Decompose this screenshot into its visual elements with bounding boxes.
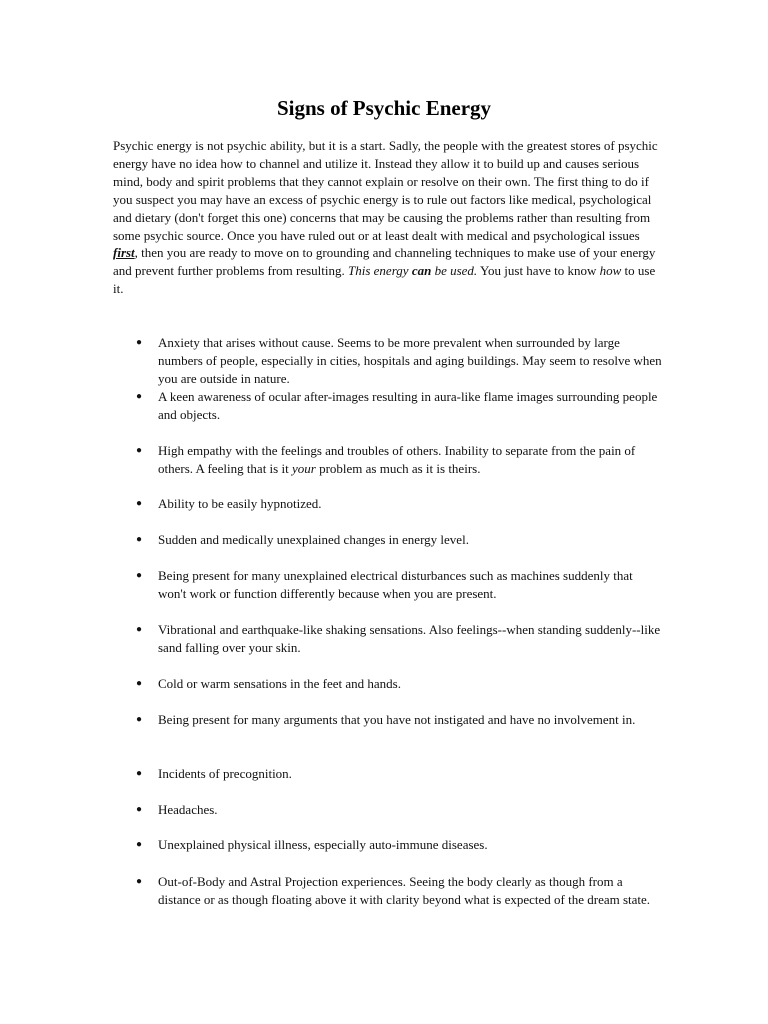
list-item-text: Ability to be easily hypnotized. xyxy=(158,496,322,511)
list-item-text: Vibrational and earthquake-like shaking sensations. Also feelings--when standing suddenly--like sand falling over your skin. xyxy=(158,622,661,655)
list-item xyxy=(136,621,662,657)
bullet-icon: ● xyxy=(136,768,143,779)
bullet-icon: ● xyxy=(136,534,143,545)
list-item-text: Cold or warm sensations in the feet and hands. xyxy=(158,676,401,691)
bullet-icon: ● xyxy=(136,624,143,635)
bullet-icon: ● xyxy=(136,678,143,689)
bullet-icon: ● xyxy=(136,839,143,850)
list-item xyxy=(136,711,662,729)
list-item xyxy=(136,442,662,478)
intro-emphasis-can: can xyxy=(411,263,432,279)
list-item xyxy=(136,836,662,854)
intro-emphasis-how: how xyxy=(599,263,622,279)
bullet-icon: ● xyxy=(136,498,143,509)
intro-text-2: , then you are ready to move on to grounding and channeling techniques to make use of your energy and prevent further problems from resulting. xyxy=(113,245,656,279)
intro-text-1: Psychic energy is not psychic ability, but it is a start. Sadly, the people with the greatest stores of psychic energy have no idea how to channel and utilize it. Instead they allow it to build up and causes serious mind, body and spirit problems that they cannot explain or resolve on their own. The first thing to do if you suspect you may have an excess of psychic energy is to rule out factors like medical, psychological and dietary (don't forget this one) concerns that may be causing the problems rather than resulting from some psychic source. Once you have ruled out or at least dealt with medical and psychological issues xyxy=(113,138,658,243)
bullet-icon: ● xyxy=(136,391,143,402)
list-item-text: problem as much as it is theirs. xyxy=(315,460,481,476)
list-item-emphasis: your xyxy=(291,460,316,476)
list-item-text: High empathy with the feelings and troubles of others. Inability to separate from the pain of others. A feeling that is it xyxy=(158,443,636,476)
bullet-icon: ● xyxy=(136,714,143,725)
intro-italic-b: be used. xyxy=(431,263,478,279)
list-item xyxy=(136,675,662,693)
list-item xyxy=(136,567,662,603)
list-item-text: Incidents of precognition. xyxy=(158,766,292,781)
bullet-icon: ● xyxy=(136,804,143,815)
list-item-text: Unexplained physical illness, especially auto-immune diseases. xyxy=(158,837,488,852)
list-item-text: Headaches. xyxy=(158,802,218,817)
list-item xyxy=(136,765,662,783)
list-item-text: Out-of-Body and Astral Projection experiences. Seeing the body clearly as though from a distance or as though floating above it with clarity beyond what is expected of the dream state. xyxy=(158,874,651,907)
document-title: Signs of Psychic Energy xyxy=(276,96,492,120)
list-item xyxy=(136,388,662,424)
bullet-icon: ● xyxy=(136,570,143,581)
list-item-text: Anxiety that arises without cause. Seems to be more prevalent when surrounded by large numbers of people, especially in cities, hospitals and aging buildings. May seem to resolve when you are outside in nature. xyxy=(158,335,662,386)
list-item-text: Being present for many unexplained electrical disturbances such as machines suddenly that won't work or function differently because when you are present. xyxy=(158,568,633,601)
bullet-icon: ● xyxy=(136,445,143,456)
list-item-text: A keen awareness of ocular after-images resulting in aura-like flame images surrounding people and objects. xyxy=(158,389,658,422)
intro-text-3: You just have to know xyxy=(477,263,600,279)
list-item xyxy=(136,873,662,909)
list-item xyxy=(136,495,662,513)
list-item xyxy=(136,334,662,388)
bullet-icon: ● xyxy=(136,876,143,887)
intro-italic-a: This energy xyxy=(348,263,412,279)
bullet-icon: ● xyxy=(136,337,143,348)
list-item xyxy=(136,531,662,549)
intro-text-4: to use it. xyxy=(113,263,656,297)
list-item xyxy=(136,801,662,819)
intro-emphasis-first: first xyxy=(113,245,135,261)
list-item-text: Sudden and medically unexplained changes in energy level. xyxy=(158,532,469,547)
list-item-text: Being present for many arguments that you have not instigated and have no involvement in. xyxy=(158,712,636,727)
